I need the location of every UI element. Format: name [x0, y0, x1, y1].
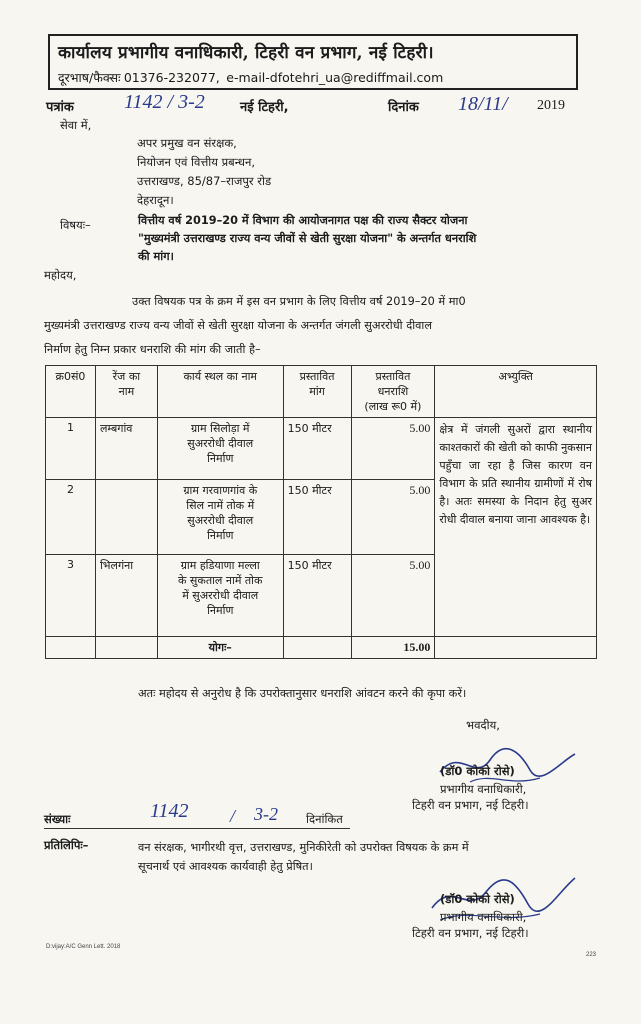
body-line: मुख्यमंत्री उत्तराखण्ड राज्य वन्य जीवों से खेती सुरक्षा योजना के अन्तर्गत जंगली सुअररोधी दीवाल — [44, 319, 432, 332]
subject-label: विषयः– — [60, 218, 91, 232]
cell-length: 150 मीटर — [283, 418, 351, 480]
dispatch-label: संख्याः — [44, 812, 71, 826]
header-length-line: मांग — [309, 385, 325, 398]
closing: भवदीय, — [466, 718, 500, 732]
cell-length: 150 मीटर — [283, 555, 351, 637]
body-line: उक्त विषयक पत्र के क्रम में इस वन प्रभाग के लिए वित्तीय वर्ष 2019–20 में मा0 — [132, 295, 466, 308]
allocation-table — [45, 365, 597, 659]
subject-text — [138, 212, 476, 266]
copy-label: प्रतिलिपिः– — [44, 838, 89, 852]
date-handwritten: 18/11/ — [458, 93, 508, 115]
addressee-line: नियोजन एवं वित्तीय प्रबन्धन, — [137, 155, 256, 169]
addressee-line: देहरादून। — [137, 193, 174, 207]
site-line: निर्माण — [207, 529, 234, 542]
cell-amount: 5.00 — [351, 418, 435, 480]
email-address: e-mail-dfotehri_ua@rediffmail.com — [226, 70, 444, 85]
dispatch-code-handwritten: 3-2 — [254, 804, 278, 824]
total-amount: 15.00 — [351, 637, 435, 659]
signatory-name: (डॉ0 कोको रोसे) — [440, 892, 515, 906]
page-number: 223 — [586, 952, 597, 958]
signature-block-2 — [440, 890, 526, 926]
addressee-line: अपर प्रमुख वन संरक्षक, — [137, 136, 237, 150]
header-range-line: रेंज का — [112, 370, 141, 383]
header-range — [95, 366, 157, 418]
addressee-line: उत्तराखण्ड, 85/87–राजपुर रोड — [137, 174, 272, 188]
salutation-to: सेवा में, — [60, 118, 92, 132]
cell-sn: 2 — [46, 480, 96, 555]
total-label: योगः– — [157, 637, 283, 659]
table-row — [46, 418, 597, 480]
cell-length: 150 मीटर — [283, 480, 351, 555]
ref-place: नई टिहरी, — [240, 100, 289, 115]
copy-line: वन संरक्षक, भागीरथी वृत्त, उत्तराखण्ड, मुनिकीरेती को उपरोक्त विषयक के क्रम में — [138, 841, 469, 854]
header-amount-line: प्रस्तावित — [375, 370, 411, 383]
site-line: सुअररोधी दीवाल — [187, 437, 254, 450]
office-title: कार्यालय प्रभागीय वनाधिकारी, टिहरी वन प्रभाग, नई टिहरी। — [58, 43, 434, 63]
subject-line: "मुख्यमंत्री उत्तराखण्ड राज्य वन्य जीवों से खेती सुरक्षा योजना" के अन्तर्गत धनराशि — [138, 232, 477, 245]
header-site: कार्य स्थल का नाम — [157, 366, 283, 418]
site-line: ग्राम गरवाणगांव के — [183, 484, 258, 497]
cell-empty — [46, 637, 96, 659]
signature-block-1 — [440, 762, 526, 798]
ref-number-handwritten: 1142 / 3-2 — [124, 91, 205, 113]
cell-site — [157, 418, 283, 480]
cell-empty — [95, 637, 157, 659]
cell-empty — [435, 637, 597, 659]
subject-line: की मांग। — [138, 250, 174, 263]
header-sn: क्र0सं0 — [46, 366, 96, 418]
signatory-designation: प्रभागीय वनाधिकारी, — [440, 782, 527, 796]
signatory-office: टिहरी वन प्रभाग, नई टिहरी। — [412, 798, 529, 812]
header-length — [283, 366, 351, 418]
cell-site — [157, 480, 283, 555]
copy-line: सूचनार्थ एवं आवश्यक कार्यवाही हेतु प्रेषित। — [138, 860, 313, 873]
signatory-designation: प्रभागीय वनाधिकारी, — [440, 910, 527, 924]
cell-range: लम्बगांव — [95, 418, 157, 480]
phone-number: 01376-232077, — [123, 70, 220, 85]
header-range-line: नाम — [118, 385, 135, 398]
dispatch-dated: दिनांकित — [306, 812, 343, 826]
site-line: ग्राम सिलोड़ा में — [190, 422, 250, 435]
dispatch-underline — [44, 828, 350, 829]
header-length-line: प्रस्तावित — [299, 370, 335, 383]
header-amount-line: धनराशि — [377, 385, 409, 398]
site-line: निर्माण — [207, 604, 234, 617]
contact-line — [58, 69, 568, 86]
header-amount-line: (लाख रू0 में) — [364, 400, 422, 413]
cell-range — [95, 480, 157, 555]
site-line: निर्माण — [207, 452, 234, 465]
dispatch-number-handwritten: 1142 — [150, 800, 189, 822]
date-label: दिनांक — [388, 100, 419, 115]
subject-line: वित्तीय वर्ष 2019–20 में विभाग की आयोजनागत पक्ष की राज्य सैक्टर योजना — [138, 214, 468, 227]
cell-amount: 5.00 — [351, 480, 435, 555]
site-line: सुअररोधी दीवाल — [187, 514, 254, 527]
request-text: अतः महोदय से अनुरोध है कि उपरोक्तानुसार धनराशि आंवटन करने की कृपा करें। — [138, 687, 467, 700]
header-remarks: अभ्युक्ति — [435, 366, 597, 418]
site-line: में सुअररोधी दीवाल — [182, 589, 259, 602]
site-line: सिल नामें तोक में — [186, 499, 255, 512]
cell-sn: 1 — [46, 418, 96, 480]
ref-label: पत्रांक — [46, 100, 74, 115]
cell-site — [157, 555, 283, 637]
table-header-row — [46, 366, 597, 418]
file-reference: D:vijay:A/C Genn Lett. 2018 — [46, 944, 121, 950]
letterhead — [48, 34, 578, 90]
cell-range: भिलगंना — [95, 555, 157, 637]
greeting: महोदय, — [44, 268, 77, 282]
cell-empty — [283, 637, 351, 659]
dispatch-slash: / — [230, 806, 236, 826]
cell-sn: 3 — [46, 555, 96, 637]
site-line: ग्राम हडियाणा मल्ला — [180, 559, 260, 572]
site-line: के सुकताल नामें तोक — [177, 574, 263, 587]
addressee-block — [137, 134, 271, 210]
cell-remarks: क्षेत्र में जंगली सुअरों द्वारा स्थानीय काश्तकारों की खेती को काफी नुकसान पहुँचा जा रहा है जिस कारण वन विभाग के प्रति स्थानीय ग्रामीणों में रोष है। अतः समस्या के निदान हेतु सुअर रोधी दीवाल बनाया जाना आवश्यक है। — [435, 418, 597, 637]
date-year: 2019 — [537, 98, 565, 113]
signatory-name: (डॉ0 कोको रोसे) — [440, 764, 515, 778]
phone-label: दूरभाष/फैक्सः — [58, 70, 121, 85]
header-amount — [351, 366, 435, 418]
body-line: निर्माण हेतु निम्न प्रकार धनराशि की मांग की जाती है– — [44, 343, 261, 356]
total-row — [46, 637, 597, 659]
cell-amount: 5.00 — [351, 555, 435, 637]
signatory-office: टिहरी वन प्रभाग, नई टिहरी। — [412, 926, 529, 940]
